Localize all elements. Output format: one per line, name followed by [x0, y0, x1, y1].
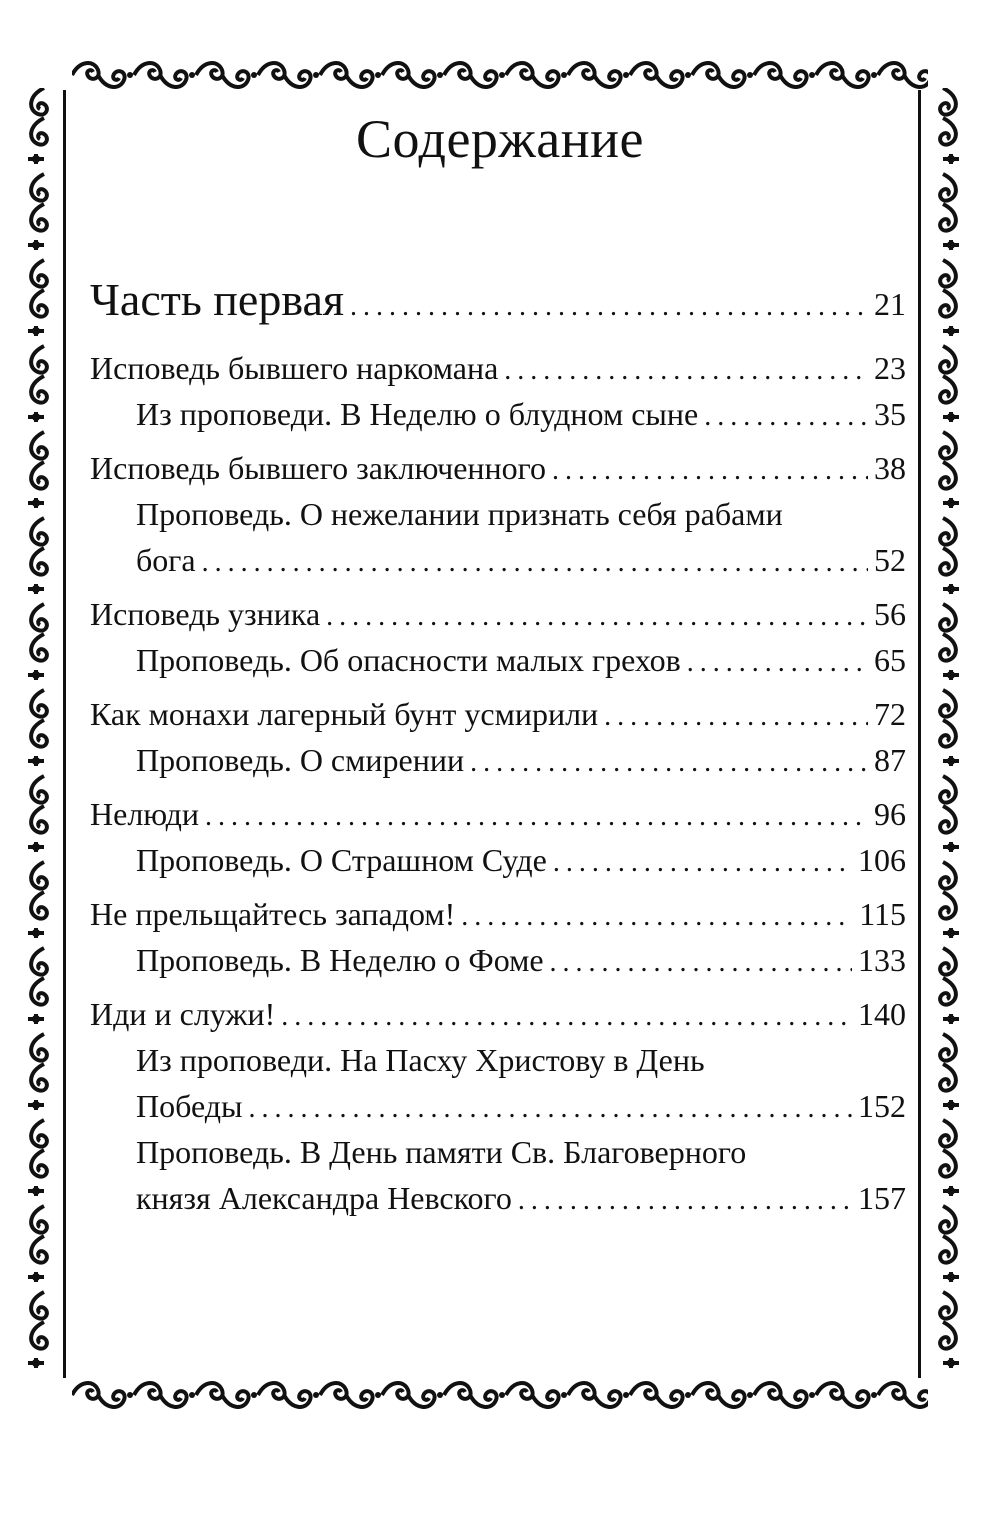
dot-leader: [350, 277, 868, 337]
ornament-border-left: [14, 88, 58, 1380]
page-number: 140: [858, 996, 906, 1032]
toc-entry: [90, 792, 906, 838]
toc-entry: [90, 346, 906, 392]
dot-leader: [518, 1179, 852, 1223]
page-number: 87: [874, 742, 906, 778]
toc-subentry: [90, 1084, 906, 1130]
page-number: 72: [874, 696, 906, 732]
page-title: Содержание: [356, 109, 644, 169]
dot-leader: [604, 695, 868, 739]
table-of-contents: [90, 270, 906, 1222]
dot-leader: [326, 595, 868, 639]
dot-leader: [550, 941, 852, 985]
toc-subentry: [90, 938, 906, 984]
entry-title-line: Проповедь. В День памяти Св. Благоверного: [136, 1134, 747, 1170]
entry-title-line: Проповедь. О нежелании признать себя рабами: [136, 496, 783, 532]
page-number: 133: [858, 942, 906, 978]
page-number: 115: [859, 896, 906, 932]
entry-title: Исповедь бывшего заключенного: [90, 450, 546, 486]
dot-leader: [704, 395, 868, 439]
page-number: 56: [874, 596, 906, 632]
toc-part-heading: [90, 270, 906, 332]
toc-entry: [90, 446, 906, 492]
page-number: 23: [874, 350, 906, 386]
entry-title: Нелюди: [90, 796, 199, 832]
page-number: 152: [858, 1088, 906, 1124]
toc-subentry: [90, 738, 906, 784]
page-number: 35: [874, 396, 906, 432]
toc-subentry: [90, 538, 906, 584]
entry-title: Победы: [136, 1088, 243, 1124]
entry-title: Проповедь. Об опасности малых грехов: [136, 642, 681, 678]
entry-title: Не прельщайтесь западом!: [90, 896, 456, 932]
page-number: 65: [874, 642, 906, 678]
dot-leader: [205, 795, 868, 839]
entry-title: Как монахи лагерный бунт усмирили: [90, 696, 599, 732]
toc-subentry: [90, 1176, 906, 1222]
entry-title: Проповедь. О Страшном Суде: [136, 842, 547, 878]
page-number: 21: [874, 286, 906, 322]
dot-leader: [552, 449, 868, 493]
entry-title: князя Александра Невского: [136, 1180, 512, 1216]
page-number: 96: [874, 796, 906, 832]
entry-title: Проповедь. В Неделю о Фоме: [136, 942, 544, 978]
dot-leader: [281, 995, 852, 1039]
part-label: Часть первая: [90, 274, 345, 325]
dot-leader: [687, 641, 868, 685]
ornament-border-bottom: [72, 1378, 928, 1412]
ornament-border-right: [929, 88, 973, 1380]
entry-title: Проповедь. О смирении: [136, 742, 465, 778]
entry-title: Из проповеди. В Неделю о блудном сыне: [136, 396, 699, 432]
toc-subentry: [90, 838, 906, 884]
entry-title: бога: [136, 542, 196, 578]
dot-leader: [202, 541, 868, 585]
dot-leader: [553, 841, 852, 885]
toc-entry: [90, 692, 906, 738]
entry-title-line: Из проповеди. На Пасху Христову в День: [136, 1042, 705, 1078]
dot-leader: [470, 741, 868, 785]
entry-title: Иди и служи!: [90, 996, 276, 1032]
toc-subentry: [90, 392, 906, 438]
entry-title: Исповедь узника: [90, 596, 321, 632]
entry-title: Исповедь бывшего наркомана: [90, 350, 499, 386]
toc-entry: [90, 592, 906, 638]
page-number: 106: [858, 842, 906, 878]
page-number: 52: [874, 542, 906, 578]
ornament-border-top: [72, 58, 928, 92]
dot-leader: [461, 895, 853, 939]
page-number: 157: [858, 1180, 906, 1216]
dot-leader: [249, 1087, 852, 1131]
toc-entry: [90, 892, 906, 938]
dot-leader: [504, 349, 868, 393]
toc-entry: [90, 992, 906, 1038]
page-number: 38: [874, 450, 906, 486]
toc-subentry: [90, 638, 906, 684]
